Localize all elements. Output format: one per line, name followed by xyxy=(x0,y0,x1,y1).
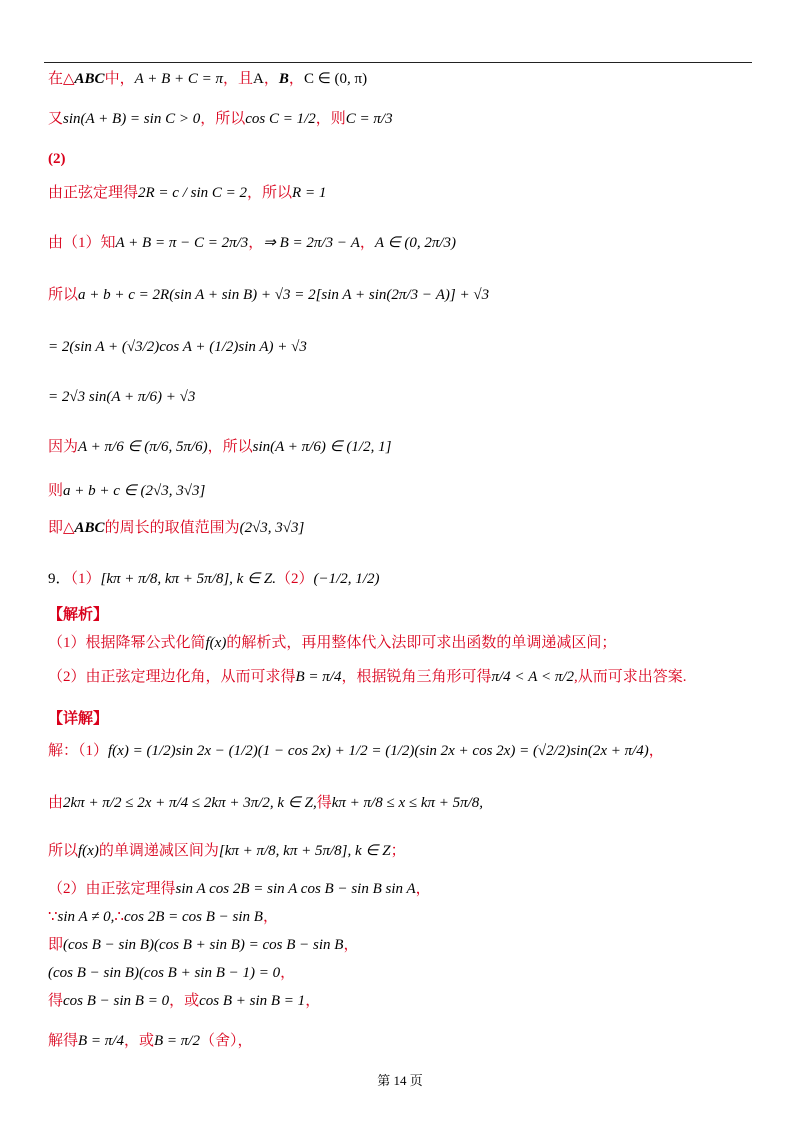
cn-text: 由（1）知 xyxy=(48,235,116,251)
text-line-15 xyxy=(48,666,687,688)
cn-text: （1） xyxy=(70,571,101,587)
math-text: a + b + c ∈ (2√3, 3√3] xyxy=(63,483,206,499)
math-text: B = π/2 xyxy=(154,1033,200,1049)
cn-text: 所以 xyxy=(48,287,79,303)
math-text: f(x) xyxy=(78,843,99,859)
text-line-19 xyxy=(48,840,406,862)
cn-text: ∴ xyxy=(114,909,124,925)
cn-text: ， xyxy=(359,235,375,251)
math-text: A ∈ (0, 2π/3) xyxy=(374,235,457,251)
math-text: (2√3, 3√3] xyxy=(239,520,305,536)
cn-text: 即 xyxy=(48,937,64,953)
math-text: cos 2B = cos B − sin B xyxy=(123,909,263,925)
math-text: A + B = π − C = 2π/3 xyxy=(115,235,249,251)
text-line-25 xyxy=(48,1030,252,1052)
math-text: 2R = c / sin C = 2 xyxy=(138,185,248,201)
math-text: f(x) = (1/2)sin 2x − (1/2)(1 − cos 2x) + 1/2 = (1/2)(sin 2x + cos 2x) = (√2/2)sin(2x + π/4) xyxy=(108,743,649,759)
cn-text: ,从而可求出答案. xyxy=(574,669,687,685)
text-line-24 xyxy=(48,990,320,1012)
cn-text: 即△ xyxy=(48,520,75,536)
math-text: B xyxy=(278,71,289,87)
text-line-21 xyxy=(48,906,278,928)
cn-text: ，且 xyxy=(223,71,254,87)
math-text: cos B − sin B = 0 xyxy=(63,993,170,1009)
cn-text: 由正弦定理得 xyxy=(48,185,139,201)
cn-text: 的周长的取值范围为 xyxy=(104,520,240,536)
question-number: 9． xyxy=(48,571,71,587)
cn-text: 的单调递减区间为 xyxy=(98,843,219,859)
text-line-22 xyxy=(48,934,358,956)
text-line-5 xyxy=(48,232,456,254)
cn-text: （舍）， xyxy=(199,1033,253,1049)
math-text: sin A ≠ 0, xyxy=(57,909,115,925)
math-text: π/4 < A < π/2 xyxy=(491,669,574,685)
cn-text: ，所以 xyxy=(200,111,246,127)
math-text: = 2(sin A + (√3/2)cos A + (1/2)sin A) + √3 xyxy=(48,339,307,355)
text-line-9 xyxy=(48,436,391,458)
math-text: A + π/6 ∈ (π/6, 5π/6) xyxy=(78,439,208,455)
math-text: cos C = 1/2 xyxy=(245,111,316,127)
cn-text: 又 xyxy=(48,111,64,127)
cn-text: 由 xyxy=(48,795,64,811)
math-text: ⇒ B = 2π/3 − A xyxy=(263,235,360,251)
math-text: [kπ + π/8, kπ + 5π/8], k ∈ Z xyxy=(218,843,391,859)
text-line-8 xyxy=(48,386,195,408)
math-text: A + B + C = π xyxy=(134,71,224,87)
cn-text: ，或 xyxy=(169,993,200,1009)
text-line-20 xyxy=(48,878,431,900)
page-number: 第 14 页 xyxy=(377,1073,423,1088)
cn-text: ， xyxy=(343,937,359,953)
cn-text: （2） xyxy=(275,571,314,587)
cn-text: 在△ xyxy=(48,71,75,87)
cn-text: 解得 xyxy=(48,1033,79,1049)
cn-text: （1）根据降幂公式化简 xyxy=(48,635,206,651)
cn-text: 所以 xyxy=(48,843,79,859)
math-text: C ∈ (0, π) xyxy=(303,71,368,87)
cn-text: ，所以 xyxy=(207,439,253,455)
cn-text: ， xyxy=(248,235,264,251)
math-text: (cos B − sin B)(cos B + sin B − 1) = 0 xyxy=(48,965,281,981)
text-line-23 xyxy=(48,962,295,984)
math-text: sin(A + π/6) ∈ (1/2, 1] xyxy=(252,439,392,455)
math-text: R = 1 xyxy=(292,185,327,201)
cn-text: ， xyxy=(262,909,278,925)
cn-text: ， xyxy=(305,993,321,1009)
cn-text: 得 xyxy=(48,993,64,1009)
math-text: cos B + sin B = 1 xyxy=(199,993,306,1009)
math-text: [kπ + π/8, kπ + 5π/8], k ∈ Z. xyxy=(100,571,276,587)
text-line-18 xyxy=(48,792,483,814)
math-text: (−1/2, 1/2) xyxy=(313,571,380,587)
math-text: sin(A + B) = sin C > 0 xyxy=(63,111,201,127)
text-line-10 xyxy=(48,480,205,502)
text-line-1 xyxy=(48,68,367,90)
cn-text: 得 xyxy=(316,795,332,811)
cn-text: ； xyxy=(390,843,406,859)
cn-text: ∵ xyxy=(48,909,58,925)
math-text: f(x) xyxy=(205,635,227,651)
analysis-heading: 【解析】 xyxy=(48,607,109,623)
math-text: ABC xyxy=(74,520,105,536)
cn-text: ， xyxy=(280,965,296,981)
cn-text: 解：（1） xyxy=(48,743,109,759)
cn-text: 因为 xyxy=(48,439,79,455)
cn-text: ， xyxy=(648,743,664,759)
cn-text: ， xyxy=(415,881,431,897)
cn-text: （2）由正弦定理边化角，从而可求得 xyxy=(48,669,296,685)
text-line-14 xyxy=(48,632,616,654)
cn-text: ，则 xyxy=(315,111,346,127)
cn-text: ， xyxy=(288,71,304,87)
text-line-11 xyxy=(48,517,304,539)
cn-text: 的解析式，再用整体代入法即可求出函数的单调递减区间； xyxy=(226,635,617,651)
cn-text: ，或 xyxy=(123,1033,154,1049)
text-line-4 xyxy=(48,182,326,204)
math-text: (cos B − sin B)(cos B + sin B) = cos B − sin B xyxy=(63,937,344,953)
math-text: sin A cos 2B = sin A cos B − sin B sin A xyxy=(175,881,416,897)
cn-text: ，根据锐角三角形可得 xyxy=(341,669,492,685)
math-text: B = π/4 xyxy=(295,669,342,685)
math-text: ABC xyxy=(74,71,105,87)
cn-text: 中， xyxy=(104,71,135,87)
math-text: B = π/4 xyxy=(78,1033,124,1049)
text-line-7 xyxy=(48,336,307,358)
text-line-6 xyxy=(48,284,489,306)
math-text: a + b + c = 2R(sin A + sin B) + √3 = 2[sin A + sin(2π/3 − A)] + √3 xyxy=(78,287,490,303)
detail-heading: 【详解】 xyxy=(48,711,109,727)
math-text: A xyxy=(253,71,264,87)
answer-9-line xyxy=(48,568,379,590)
text-line-17 xyxy=(48,740,664,762)
header-rule xyxy=(44,62,752,63)
text-line-3: (2) xyxy=(48,151,66,167)
math-text: kπ + π/8 ≤ x ≤ kπ + 5π/8, xyxy=(331,795,484,811)
cn-text: （2）由正弦定理得 xyxy=(48,881,176,897)
math-text: 2kπ + π/2 ≤ 2x + π/4 ≤ 2kπ + 3π/2, k ∈ Z, xyxy=(63,795,317,811)
text-line-2 xyxy=(48,108,393,130)
cn-text: ， xyxy=(263,71,279,87)
cn-text: ，所以 xyxy=(247,185,293,201)
math-text: = 2√3 sin(A + π/6) + √3 xyxy=(48,389,196,405)
cn-text: 则 xyxy=(48,483,64,499)
math-text: C = π/3 xyxy=(345,111,393,127)
